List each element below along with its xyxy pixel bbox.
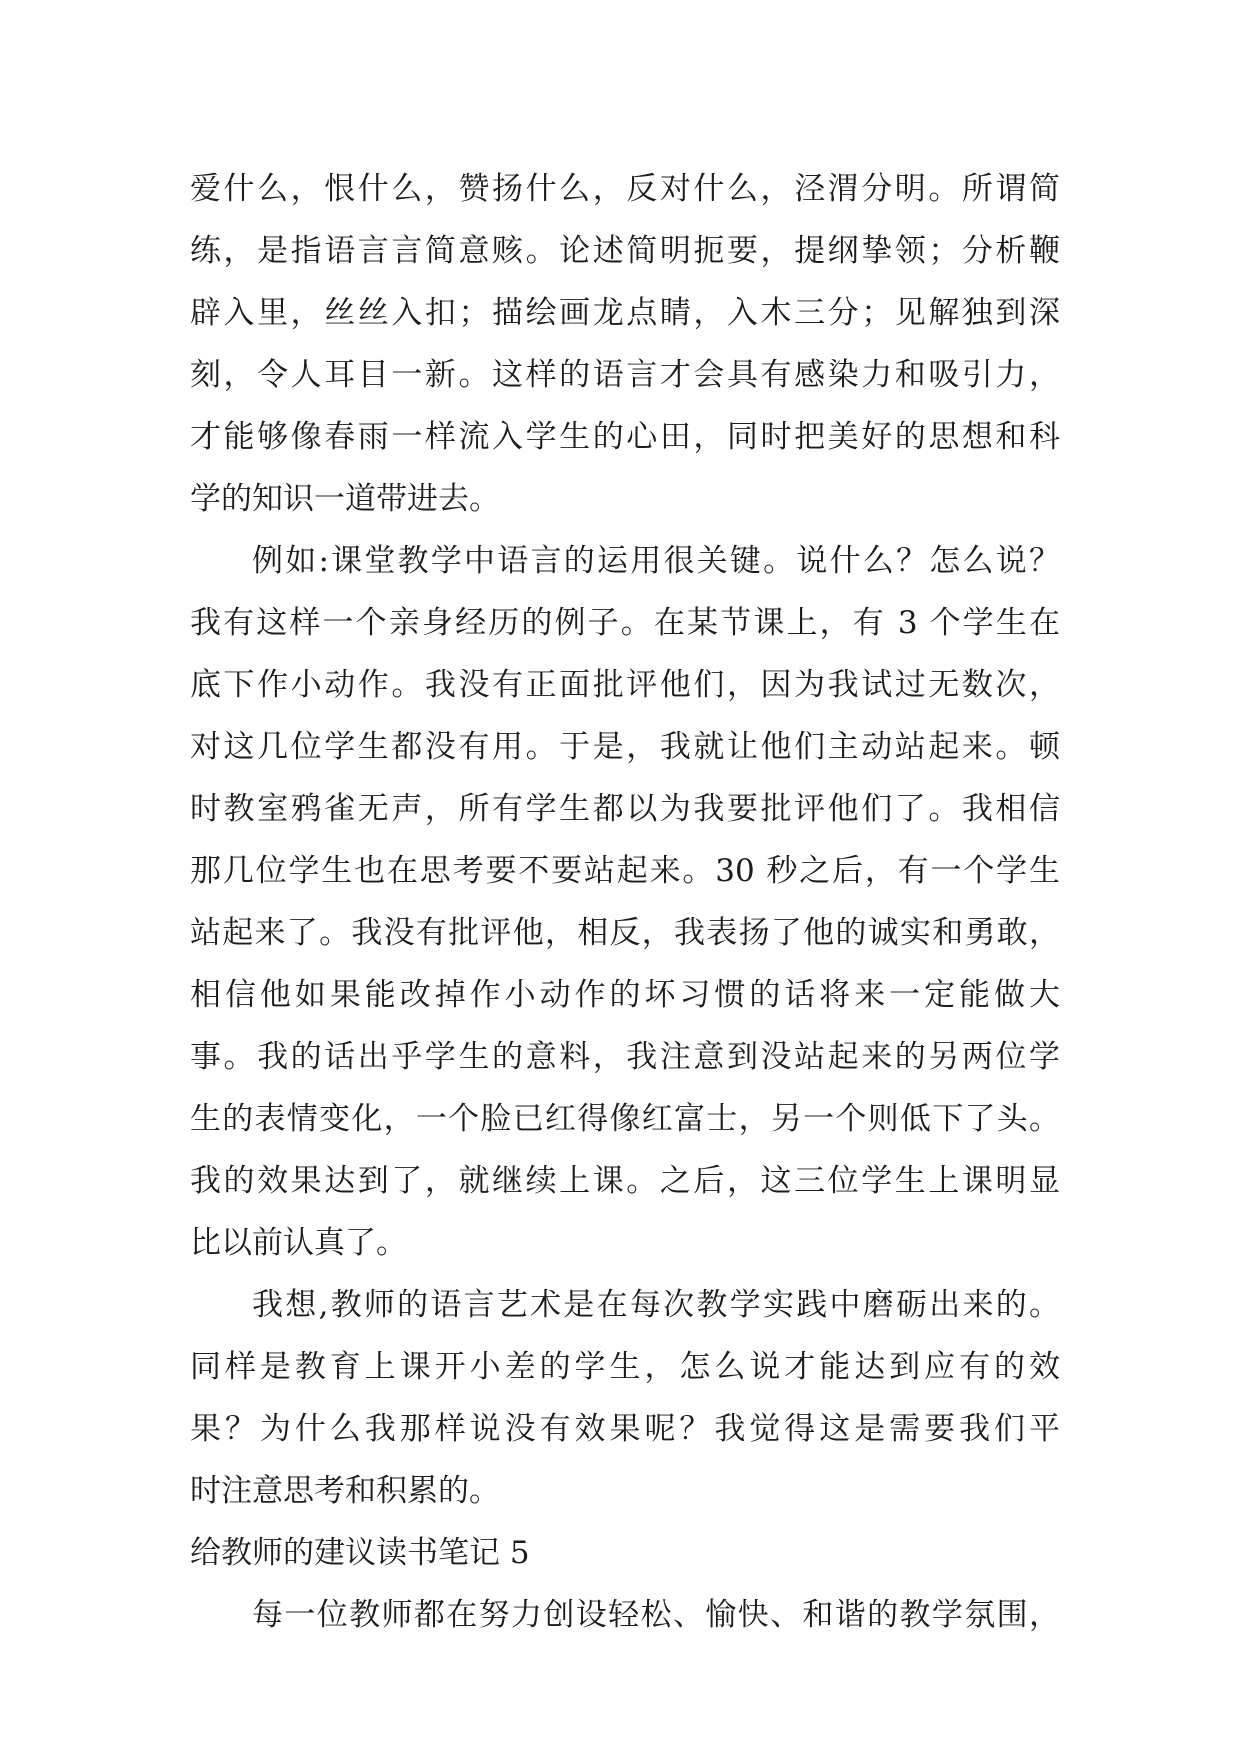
text-line: 刻，令人耳目一新。这样的语言才会具有感染力和吸引力， — [190, 357, 1060, 393]
text-line: 果？为什么我那样说没有效果呢？我觉得这是需要我们平 — [190, 1411, 1060, 1447]
text-line: 事。我的话出乎学生的意料，我注意到没站起来的另两位学 — [190, 1039, 1060, 1075]
text-line: 才能够像春雨一样流入学生的心田，同时把美好的思想和科 — [190, 419, 1060, 455]
paragraph-3 — [190, 1274, 1060, 1522]
paragraph-1 — [190, 158, 1060, 530]
text-line: 底下作小动作。我没有正面批评他们，因为我试过无数次， — [190, 667, 1060, 703]
text-line: 例如:课堂教学中语言的运用很关键。说什么？怎么说？ — [252, 543, 1060, 579]
text-line: 我有这样一个亲身经历的例子。在某节课上，有 3 个学生在 — [190, 605, 1060, 641]
text-line: 我的效果达到了，就继续上课。之后，这三位学生上课明显 — [190, 1163, 1060, 1199]
section-heading: 给教师的建议读书笔记 5 — [190, 1535, 530, 1571]
text-line: 站起来了。我没有批评他，相反，我表扬了他的诚实和勇敢， — [190, 915, 1060, 951]
text-line: 比以前认真了。 — [190, 1225, 407, 1261]
text-line: 时注意思考和积累的。 — [190, 1473, 500, 1509]
paragraph-2 — [190, 530, 1060, 1274]
text-line: 生的表情变化，一个脸已红得像红富士，另一个则低下了头。 — [190, 1101, 1060, 1137]
text-line: 那几位学生也在思考要不要站起来。30 秒之后，有一个学生 — [190, 853, 1060, 889]
text-line: 对这几位学生都没有用。于是，我就让他们主动站起来。顿 — [190, 729, 1060, 765]
text-line: 相信他如果能改掉作小动作的坏习惯的话将来一定能做大 — [190, 977, 1060, 1013]
document-body — [190, 158, 1060, 1646]
text-line: 时教室鸦雀无声，所有学生都以为我要批评他们了。我相信 — [190, 791, 1060, 827]
text-line: 辟入里，丝丝入扣；描绘画龙点睛，入木三分；见解独到深 — [190, 295, 1060, 331]
text-line: 每一位教师都在努力创设轻松、愉快、和谐的教学氛围， — [252, 1597, 1060, 1633]
text-line: 练，是指语言言简意赅。论述简明扼要，提纲挚领；分析鞭 — [190, 233, 1060, 269]
text-line: 爱什么，恨什么，赞扬什么，反对什么，泾渭分明。所谓简 — [190, 171, 1060, 207]
text-line: 我想,教师的语言艺术是在每次教学实践中磨砺出来的。 — [252, 1287, 1060, 1323]
text-line: 同样是教育上课开小差的学生，怎么说才能达到应有的效 — [190, 1349, 1060, 1385]
paragraph-4 — [190, 1584, 1060, 1646]
text-line: 学的知识一道带进去。 — [190, 481, 500, 517]
